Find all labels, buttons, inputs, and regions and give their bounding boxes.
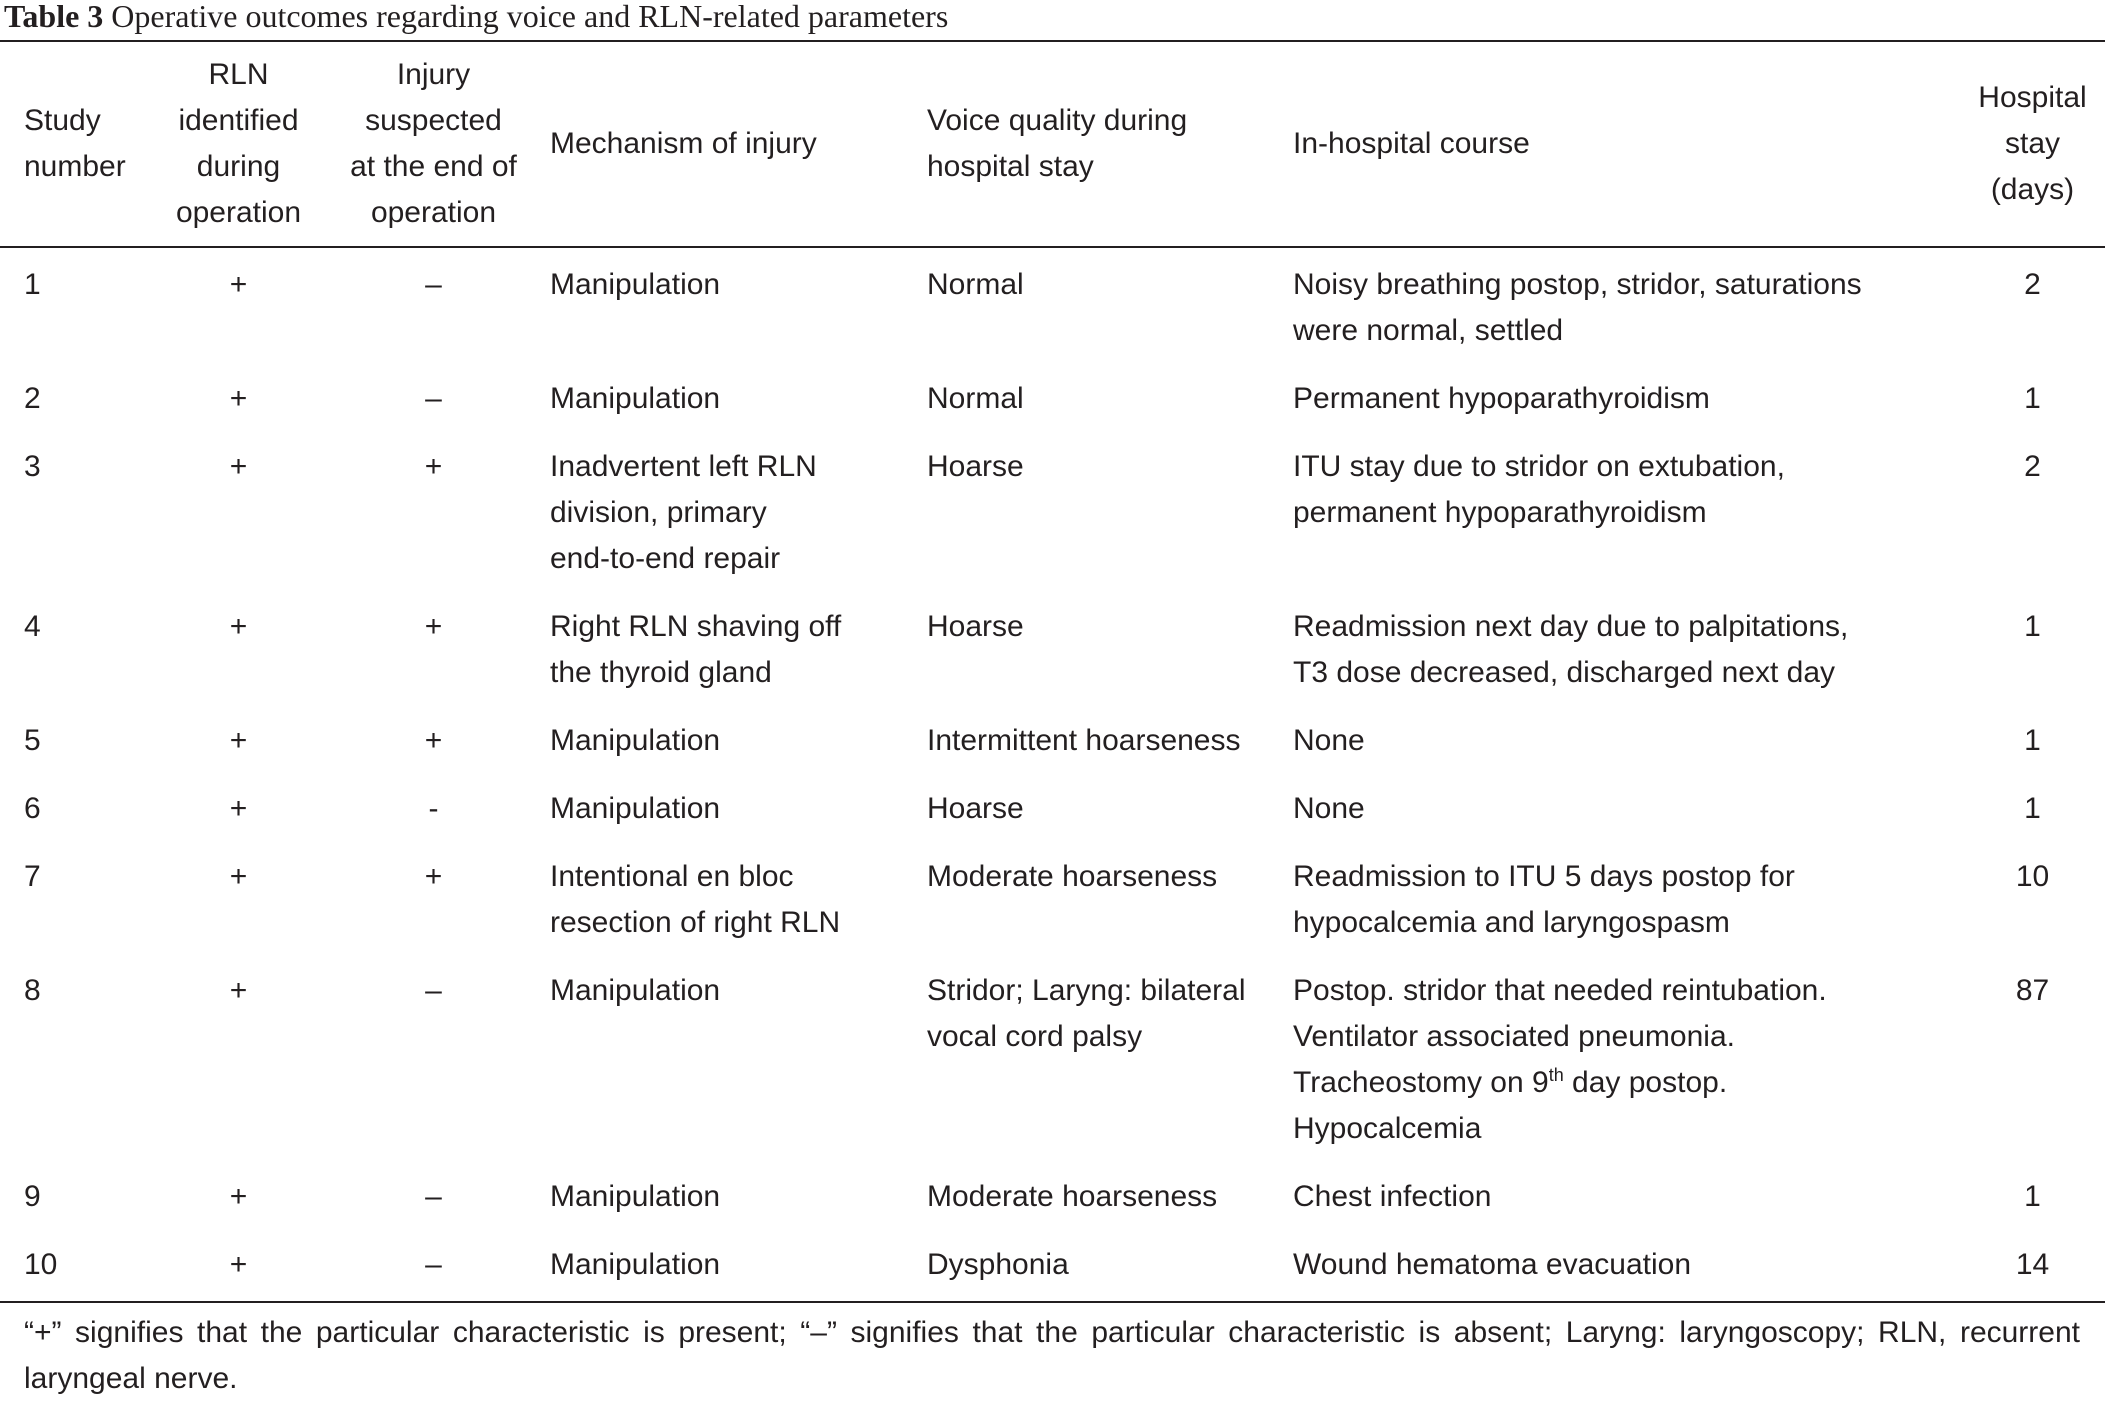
- cell-rln-identified: +: [229, 724, 248, 757]
- cell-injury-suspected: –: [425, 382, 442, 415]
- cell-course-line: None: [1293, 724, 1365, 757]
- cell-mechanism: [550, 1220, 927, 1288]
- cell-course-lines: [1293, 718, 1960, 764]
- cell-voice-quality: [927, 1220, 1293, 1288]
- header-rln-lines: [160, 52, 317, 236]
- cell-voice-quality-line: Dysphonia: [927, 1248, 1069, 1281]
- table-body: [0, 246, 2105, 1288]
- cell-study-number: 1: [24, 268, 41, 301]
- cell-study-number: 2: [24, 382, 41, 415]
- header-course-lines: [1293, 121, 1960, 167]
- cell-study-number: 4: [24, 610, 41, 643]
- cell-course-line: Chest infection: [1293, 1180, 1492, 1213]
- cell-course: [1293, 946, 1960, 1152]
- header-study-number: [0, 42, 160, 246]
- cell-course-lines: [1293, 262, 1960, 354]
- cell-rln-identified: +: [229, 450, 248, 483]
- cell-course-lines: [1293, 854, 1960, 946]
- course-tracheo-before: Tracheostomy on 9: [1293, 1066, 1549, 1099]
- cell-voice-quality-lines: [927, 444, 1293, 490]
- cell-mechanism-line: Manipulation: [550, 974, 721, 1007]
- header-injury-suspected: [317, 42, 550, 246]
- cell-mechanism-line: the thyroid gland: [550, 656, 772, 689]
- header-mechanism-line: Mechanism of injury: [550, 127, 817, 160]
- cell-course: [1293, 246, 1960, 354]
- cell-course-line: Readmission to ITU 5 days postop for: [1293, 860, 1795, 893]
- table-row: [0, 832, 2105, 946]
- cell-injury-suspected: –: [425, 268, 442, 301]
- cell-course-lines: [1293, 1174, 1960, 1220]
- cell-mechanism-line: Manipulation: [550, 1180, 721, 1213]
- cell-rln-identified: +: [229, 382, 248, 415]
- cell-mechanism: [550, 946, 927, 1152]
- cell-hospital-stay: 1: [2024, 724, 2041, 757]
- cell-voice-quality-lines: [927, 968, 1293, 1060]
- cell-course-line: permanent hypoparathyroidism: [1293, 496, 1707, 529]
- table-caption-text: Operative outcomes regarding voice and RLN-related parameters: [111, 0, 949, 34]
- cell-study-number: 9: [24, 1180, 41, 1213]
- header-voice-line: Voice quality during: [927, 104, 1188, 137]
- course-tracheo-after: day postop.: [1563, 1066, 1728, 1099]
- cell-voice-quality-lines: [927, 262, 1293, 308]
- cell-mechanism-lines: [550, 786, 927, 832]
- cell-rln-identified: +: [229, 1180, 248, 1213]
- bottom-rule: [0, 1301, 2105, 1303]
- cell-course-lines: [1293, 1242, 1960, 1288]
- cell-voice-quality: [927, 1152, 1293, 1220]
- cell-mechanism-line: Manipulation: [550, 792, 721, 825]
- header-voice-lines: [927, 98, 1293, 190]
- cell-course-line: hypocalcemia and laryngospasm: [1293, 906, 1730, 939]
- header-rln-line: operation: [175, 196, 302, 229]
- cell-mechanism-line: Manipulation: [550, 382, 721, 415]
- cell-mechanism: [550, 422, 927, 582]
- cell-mechanism-line: Manipulation: [550, 268, 721, 301]
- cell-course-line: Readmission next day due to palpitations,: [1293, 610, 1849, 643]
- cell-course: [1293, 422, 1960, 582]
- cell-mechanism-lines: [550, 968, 927, 1014]
- header-voice-line: hospital stay: [927, 150, 1094, 183]
- table-footnote: “+” signifies that the particular characteristic is present; “–” signifies that the particular characteristic is absent; Laryng: laryngoscopy; RLN, recurrent laryngeal nerve.: [24, 1316, 2080, 1395]
- header-in-hospital-course: [1293, 42, 1960, 246]
- cell-course-lines: [1293, 376, 1960, 422]
- cell-course: [1293, 832, 1960, 946]
- table-row: [0, 582, 2105, 696]
- table-row: [0, 422, 2105, 582]
- table-row: [0, 696, 2105, 764]
- cell-voice-quality: [927, 764, 1293, 832]
- cell-mechanism-line: Inadvertent left RLN: [550, 450, 817, 483]
- cell-mechanism-lines: [550, 444, 927, 582]
- table-row: [0, 764, 2105, 832]
- cell-voice-quality: [927, 246, 1293, 354]
- header-study-line: number: [24, 150, 126, 183]
- header-injury-line: operation: [370, 196, 497, 229]
- header-rln-line: during: [196, 150, 281, 183]
- cell-voice-quality-line: vocal cord palsy: [927, 1020, 1143, 1053]
- cell-voice-quality-lines: [927, 1174, 1293, 1220]
- header-mechanism-lines: [550, 121, 927, 167]
- cell-voice-quality: [927, 696, 1293, 764]
- cell-voice-quality: [927, 946, 1293, 1152]
- cell-voice-quality-line: Hoarse: [927, 792, 1024, 825]
- cell-mechanism-line: Manipulation: [550, 724, 721, 757]
- header-course-line: In-hospital course: [1293, 127, 1530, 160]
- cell-course-lines: [1293, 604, 1960, 696]
- header-injury-line: at the end of: [350, 150, 517, 183]
- cell-course-line: Hypocalcemia: [1293, 1112, 1482, 1145]
- cell-course-line: [1293, 1060, 1960, 1106]
- table-caption-label: Table 3: [4, 0, 104, 34]
- cell-course: [1293, 1152, 1960, 1220]
- cell-course-lines: [1293, 444, 1960, 536]
- header-rln-line: RLN: [208, 58, 269, 91]
- cell-injury-suspected: +: [424, 450, 443, 483]
- cell-mechanism-line: end-to-end repair: [550, 542, 781, 575]
- cell-mechanism: [550, 246, 927, 354]
- cell-course-line: ITU stay due to stridor on extubation,: [1293, 450, 1785, 483]
- cell-voice-quality-line: Moderate hoarseness: [927, 1180, 1218, 1213]
- cell-course-line: T3 dose decreased, discharged next day: [1293, 656, 1836, 689]
- header-rln-identified: [160, 42, 317, 246]
- cell-course-line: None: [1293, 792, 1365, 825]
- header-study-lines: [24, 98, 160, 190]
- cell-voice-quality-line: Hoarse: [927, 450, 1024, 483]
- header-voice-quality: [927, 42, 1293, 246]
- cell-study-number: 10: [24, 1248, 58, 1281]
- header-injury-line: Injury: [396, 58, 471, 91]
- cell-rln-identified: +: [229, 1248, 248, 1281]
- cell-rln-identified: +: [229, 860, 248, 893]
- cell-mechanism-line: resection of right RLN: [550, 906, 841, 939]
- cell-hospital-stay: 2: [2024, 450, 2041, 483]
- cell-course-line: Noisy breathing postop, stridor, saturations: [1293, 268, 1862, 301]
- cell-course: [1293, 354, 1960, 422]
- table-row: [0, 354, 2105, 422]
- cell-voice-quality-lines: [927, 786, 1293, 832]
- cell-mechanism-line: Right RLN shaving off: [550, 610, 842, 643]
- cell-mechanism: [550, 582, 927, 696]
- cell-hospital-stay: 1: [2024, 1180, 2041, 1213]
- cell-mechanism-lines: [550, 376, 927, 422]
- cell-course-line: Wound hematoma evacuation: [1293, 1248, 1692, 1281]
- cell-injury-suspected: –: [425, 1180, 442, 1213]
- header-study-line: Study: [24, 104, 101, 137]
- cell-voice-quality-line: Intermittent hoarseness: [927, 724, 1241, 757]
- cell-injury-suspected: -: [428, 792, 439, 825]
- cell-course-line: were normal, settled: [1293, 314, 1564, 347]
- header-stay-line: Hospital: [1978, 81, 2087, 114]
- cell-course-lines: [1293, 786, 1960, 832]
- cell-hospital-stay: 1: [2024, 792, 2041, 825]
- cell-course-line: Postop. stridor that needed reintubation.: [1293, 974, 1827, 1007]
- cell-mechanism: [550, 696, 927, 764]
- cell-mechanism-lines: [550, 604, 927, 696]
- cell-study-number: 8: [24, 974, 41, 1007]
- cell-rln-identified: +: [229, 610, 248, 643]
- header-injury-line: suspected: [365, 104, 502, 137]
- cell-mechanism: [550, 354, 927, 422]
- cell-hospital-stay: 10: [2015, 860, 2050, 893]
- cell-rln-identified: +: [229, 268, 248, 301]
- cell-voice-quality-lines: [927, 718, 1293, 764]
- header-hospital-stay: [1960, 42, 2105, 246]
- cell-rln-identified: +: [229, 792, 248, 825]
- cell-course-lines: [1293, 968, 1960, 1152]
- cell-rln-identified: +: [229, 974, 248, 1007]
- header-stay-line: stay: [2004, 127, 2061, 160]
- cell-voice-quality-line: Hoarse: [927, 610, 1024, 643]
- cell-hospital-stay: 87: [2015, 974, 2050, 1007]
- cell-course: [1293, 582, 1960, 696]
- cell-mechanism-line: Manipulation: [550, 1248, 721, 1281]
- cell-voice-quality-lines: [927, 854, 1293, 900]
- cell-voice-quality-lines: [927, 376, 1293, 422]
- course-tracheo-superscript: th: [1548, 1065, 1564, 1085]
- cell-mechanism-lines: [550, 1174, 927, 1220]
- cell-voice-quality: [927, 422, 1293, 582]
- header-rln-line: identified: [178, 104, 299, 137]
- cell-course-line: Permanent hypoparathyroidism: [1293, 382, 1710, 415]
- cell-injury-suspected: +: [424, 610, 443, 643]
- cell-mechanism-line: division, primary: [550, 496, 767, 529]
- cell-mechanism-lines: [550, 1242, 927, 1288]
- cell-hospital-stay: 1: [2024, 610, 2041, 643]
- cell-study-number: 5: [24, 724, 41, 757]
- cell-injury-suspected: –: [425, 1248, 442, 1281]
- cell-voice-quality-lines: [927, 1242, 1293, 1288]
- cell-injury-suspected: +: [424, 860, 443, 893]
- header-injury-lines: [317, 52, 550, 236]
- table-row: [0, 1152, 2105, 1220]
- cell-mechanism-lines: [550, 718, 927, 764]
- header-mechanism: [550, 42, 927, 246]
- cell-voice-quality: [927, 832, 1293, 946]
- cell-voice-quality-line: Normal: [927, 382, 1024, 415]
- cell-voice-quality: [927, 582, 1293, 696]
- cell-voice-quality: [927, 354, 1293, 422]
- cell-course: [1293, 696, 1960, 764]
- cell-voice-quality-line: Moderate hoarseness: [927, 860, 1218, 893]
- cell-injury-suspected: –: [425, 974, 442, 1007]
- cell-course-line: Ventilator associated pneumonia.: [1293, 1020, 1735, 1053]
- table-header: [0, 42, 2105, 246]
- cell-hospital-stay: 1: [2024, 382, 2041, 415]
- cell-course: [1293, 764, 1960, 832]
- cell-mechanism: [550, 1152, 927, 1220]
- cell-mechanism-lines: [550, 262, 927, 308]
- cell-study-number: 3: [24, 450, 41, 483]
- cell-hospital-stay: 2: [2024, 268, 2041, 301]
- cell-voice-quality-line: Normal: [927, 268, 1024, 301]
- cell-voice-quality-lines: [927, 604, 1293, 650]
- table-row: [0, 1220, 2105, 1288]
- table-caption: [4, 0, 948, 34]
- cell-mechanism-lines: [550, 854, 927, 946]
- cell-hospital-stay: 14: [2015, 1248, 2050, 1281]
- cell-study-number: 6: [24, 792, 41, 825]
- table-row: [0, 946, 2105, 1152]
- cell-injury-suspected: +: [424, 724, 443, 757]
- cell-mechanism-line: Intentional en bloc: [550, 860, 794, 893]
- cell-course: [1293, 1220, 1960, 1288]
- header-stay-lines: [1960, 75, 2105, 213]
- cell-voice-quality-line: Stridor; Laryng: bilateral: [927, 974, 1246, 1007]
- cell-mechanism: [550, 832, 927, 946]
- header-stay-line: (days): [1990, 173, 2075, 206]
- outcomes-table: [0, 42, 2105, 1288]
- table-row: [0, 246, 2105, 354]
- cell-study-number: 7: [24, 860, 41, 893]
- cell-mechanism: [550, 764, 927, 832]
